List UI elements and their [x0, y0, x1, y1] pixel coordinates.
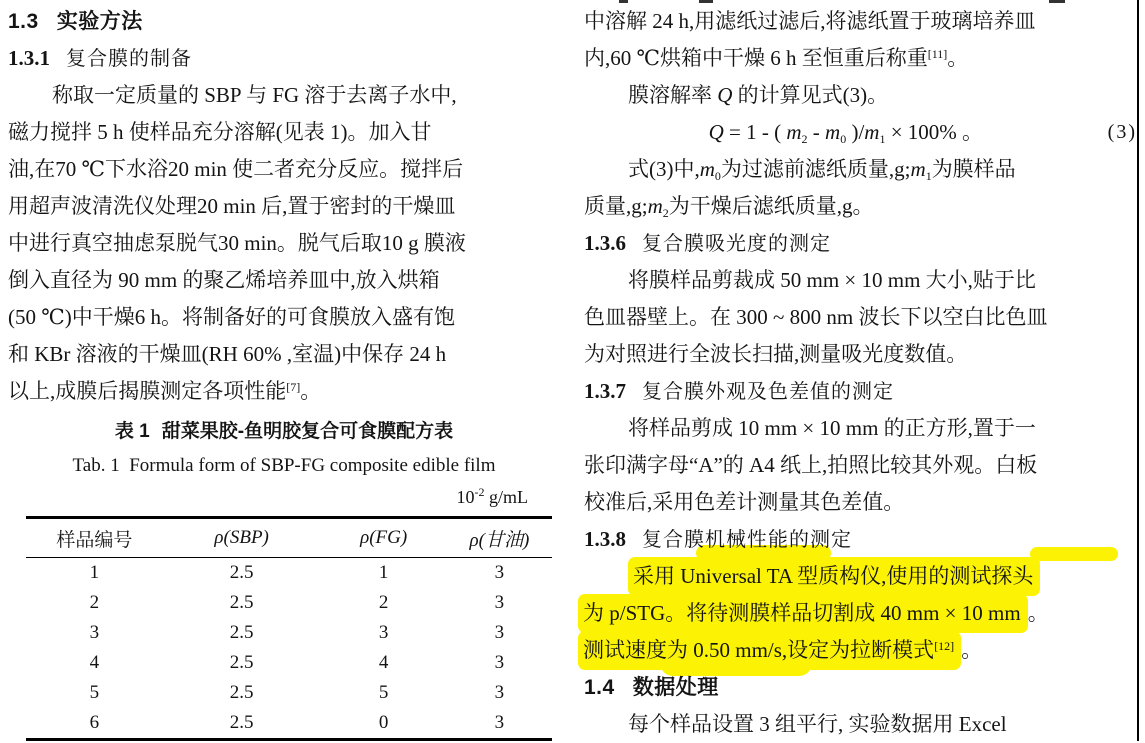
subsection-number: 1.3.8 [584, 527, 626, 551]
table-cell: 3 [494, 682, 505, 703]
paragraph-line [8, 373, 560, 410]
paragraph-text: 以上,成膜后揭膜测定各项性能 [8, 379, 287, 403]
subscript: 1 [925, 169, 932, 183]
table-caption-en: Tab. 1 Formula form of SBP-FG composite edible film [72, 455, 496, 476]
subsection-heading-1-3-8 [584, 521, 1137, 558]
variable: Q [708, 120, 724, 144]
right-column [584, 0, 1137, 743]
variable: m [647, 194, 663, 218]
table-row [26, 588, 552, 618]
table-cell: 2.5 [229, 712, 254, 733]
paragraph-line: 油,在70 ℃下水浴20 min 使二者充分反应。搅拌后 [8, 157, 464, 181]
paragraph-text: 为膜样品 [931, 157, 1016, 181]
section-title: 数据处理 [632, 676, 719, 699]
table-cell: 0 [378, 712, 389, 733]
subscript: 0 [840, 132, 847, 146]
paragraph-line: (50 ℃)中干燥6 h。将制备好的可食膜放入盛有饱 [8, 305, 455, 329]
paragraph-text: 。 [961, 638, 983, 662]
subscript: 2 [662, 206, 669, 220]
table-cell: 4 [378, 652, 389, 673]
paragraph-line [584, 188, 1137, 225]
table-cell: 3 [494, 622, 505, 643]
table-row [26, 678, 552, 708]
subsection-number: 1.3.1 [8, 46, 50, 70]
highlighted-text: 为 p/STG。将待测膜样品切割成 40 mm × 10 mm [578, 594, 1028, 633]
subscript: 1 [879, 132, 886, 146]
table-unit [8, 482, 560, 512]
table-cell: 1 [378, 562, 389, 583]
column-header: ρ(SBP) [163, 518, 321, 558]
table-cell: 2 [378, 592, 389, 613]
formula-table [26, 516, 552, 741]
variable: m [699, 157, 715, 181]
table-cell: 3 [378, 622, 389, 643]
subsection-heading-1-3-7 [584, 373, 1137, 410]
citation-ref-11: [11] [927, 47, 948, 61]
paragraph-line: 张印满字母“A”的 A4 纸上,拍照比较其外观。白板 [584, 453, 1038, 477]
column-header: ρ(FG) [321, 518, 447, 558]
highlighted-text [578, 631, 961, 670]
variable: m [864, 120, 880, 144]
paragraph-text: 。 [1027, 601, 1049, 625]
table-cell: 4 [89, 652, 100, 673]
variable-q: Q [717, 83, 733, 107]
subsection-title: 复合膜外观及色差值的测定 [642, 381, 894, 403]
section-heading-1-3 [8, 3, 560, 40]
paragraph-line [584, 77, 1137, 114]
paragraph-line: 称取一定质量的 SBP 与 FG 溶于去离子水中, [52, 83, 457, 107]
paragraph-line: 为对照进行全波长扫描,测量吸光度数值。 [584, 342, 968, 366]
subsection-number: 1.3.6 [584, 231, 626, 255]
highlighted-line [584, 632, 1137, 669]
left-column [8, 0, 560, 741]
citation-ref-7: [7] [286, 380, 301, 394]
table-row [26, 708, 552, 740]
paragraph-line: 将膜样品剪裁成 50 mm × 10 mm 大小,贴于比 [628, 268, 1036, 292]
equation-text: - [807, 120, 826, 144]
equation-number: (3) [1107, 121, 1137, 143]
table-cell: 2.5 [229, 682, 254, 703]
equation-3 [584, 114, 1137, 151]
table-cell: 1 [89, 562, 100, 583]
paragraph-text: 。 [300, 379, 322, 403]
paragraph-line: 中进行真空抽虑泵脱气30 min。脱气后取10 g 膜液 [8, 231, 466, 255]
paragraph-line: 校准后,采用色差计测量其色差值。 [584, 490, 905, 514]
subscript: 0 [714, 169, 721, 183]
equation-text: = 1 - ( [723, 120, 787, 144]
unit-base: 10 [456, 487, 475, 507]
table-cell: 3 [494, 652, 505, 673]
table-cell: 5 [89, 682, 100, 703]
highlighted-line [584, 558, 1137, 595]
paragraph-text: 为干燥后滤纸质量,g。 [668, 194, 874, 218]
paragraph-text: 的计算见式(3)。 [732, 83, 889, 107]
column-header: 样品编号 [26, 518, 163, 558]
table-row [26, 648, 552, 678]
paragraph-line: 将样品剪成 10 mm × 10 mm 的正方形,置于一 [628, 416, 1036, 440]
paragraph-line: 每个样品设置 3 组平行, 实验数据用 Excel [628, 712, 1007, 736]
highlighted-line [584, 595, 1137, 632]
table-cell: 2.5 [229, 592, 254, 613]
paragraph-line: 磁力搅拌 5 h 使样品充分溶解(见表 1)。加入甘 [8, 120, 432, 144]
subsection-title: 复合膜的制备 [66, 48, 192, 70]
subscript: 2 [801, 132, 808, 146]
table-label: 表 1 [114, 421, 150, 442]
paragraph-text: 。 [947, 46, 969, 70]
table-cell: 3 [494, 562, 505, 583]
subsection-heading-1-3-1 [8, 40, 560, 77]
highlighted-text: 采用 Universal TA 型质构仪,使用的测试探头 [628, 557, 1040, 596]
section-title: 实验方法 [56, 10, 143, 33]
paragraph-text: 式(3)中, [628, 157, 700, 181]
column-header: ρ(甘油) [447, 518, 552, 558]
table-cell: 3 [89, 622, 100, 643]
paragraph-text: 质量,g; [584, 194, 648, 218]
citation-ref-12: [12] [934, 639, 955, 653]
equation-text: × 100% 。 [885, 120, 984, 144]
table-cell: 6 [89, 712, 100, 733]
table-cell: 2.5 [229, 562, 254, 583]
paragraph-line [584, 40, 1137, 77]
paragraph-line [584, 151, 1137, 188]
table-cell: 2 [89, 592, 100, 613]
table-cell: 3 [494, 712, 505, 733]
table-caption-cn [8, 415, 560, 449]
paragraph-text: 内,60 ℃烘箱中干燥 6 h 至恒重后称重 [584, 46, 928, 70]
variable: m [825, 120, 841, 144]
table-cell: 3 [494, 592, 505, 613]
subsection-number: 1.3.7 [584, 379, 626, 403]
paragraph-text: 膜溶解率 [628, 83, 718, 107]
paragraph-line: 色皿器壁上。在 300 ~ 800 nm 波长下以空白比色皿 [584, 305, 1048, 329]
section-heading-1-4 [584, 669, 1137, 706]
subsection-heading-1-3-6 [584, 225, 1137, 262]
table-row [26, 558, 552, 589]
table-cell: 5 [378, 682, 389, 703]
page-scan-edge-line [1137, 0, 1139, 741]
variable: m [786, 120, 802, 144]
paragraph-line: 用超声波清洗仪处理20 min 后,置于密封的干燥皿 [8, 194, 456, 218]
table-header-row [26, 518, 552, 558]
section-number: 1.4 [584, 676, 615, 699]
equation-text: )/ [846, 120, 865, 144]
subsection-title: 复合膜机械性能的测定 [642, 529, 852, 551]
paragraph-line: 倒入直径为 90 mm 的聚乙烯培养皿中,放入烘箱 [8, 268, 440, 292]
highlighted-text: 测试速度为 0.50 mm/s,设定为拉断模式 [583, 638, 935, 662]
equation-body [709, 114, 983, 151]
unit-rest: g/mL [484, 487, 528, 507]
table-title: 甜菜果胶-鱼明胶复合可食膜配方表 [161, 421, 454, 442]
table-cell: 2.5 [229, 622, 254, 643]
variable: m [910, 157, 926, 181]
section-number: 1.3 [8, 10, 39, 33]
table-row [26, 618, 552, 648]
paragraph-text: 为过滤前滤纸质量,g; [720, 157, 911, 181]
paragraph-line: 和 KBr 溶液的干燥皿(RH 60% ,室温)中保存 24 h [8, 342, 447, 366]
subsection-title: 复合膜吸光度的测定 [642, 233, 831, 255]
unit-exponent: -2 [474, 485, 485, 499]
table-cell: 2.5 [229, 652, 254, 673]
paragraph-line: 中溶解 24 h,用滤纸过滤后,将滤纸置于玻璃培养皿 [584, 9, 1036, 33]
